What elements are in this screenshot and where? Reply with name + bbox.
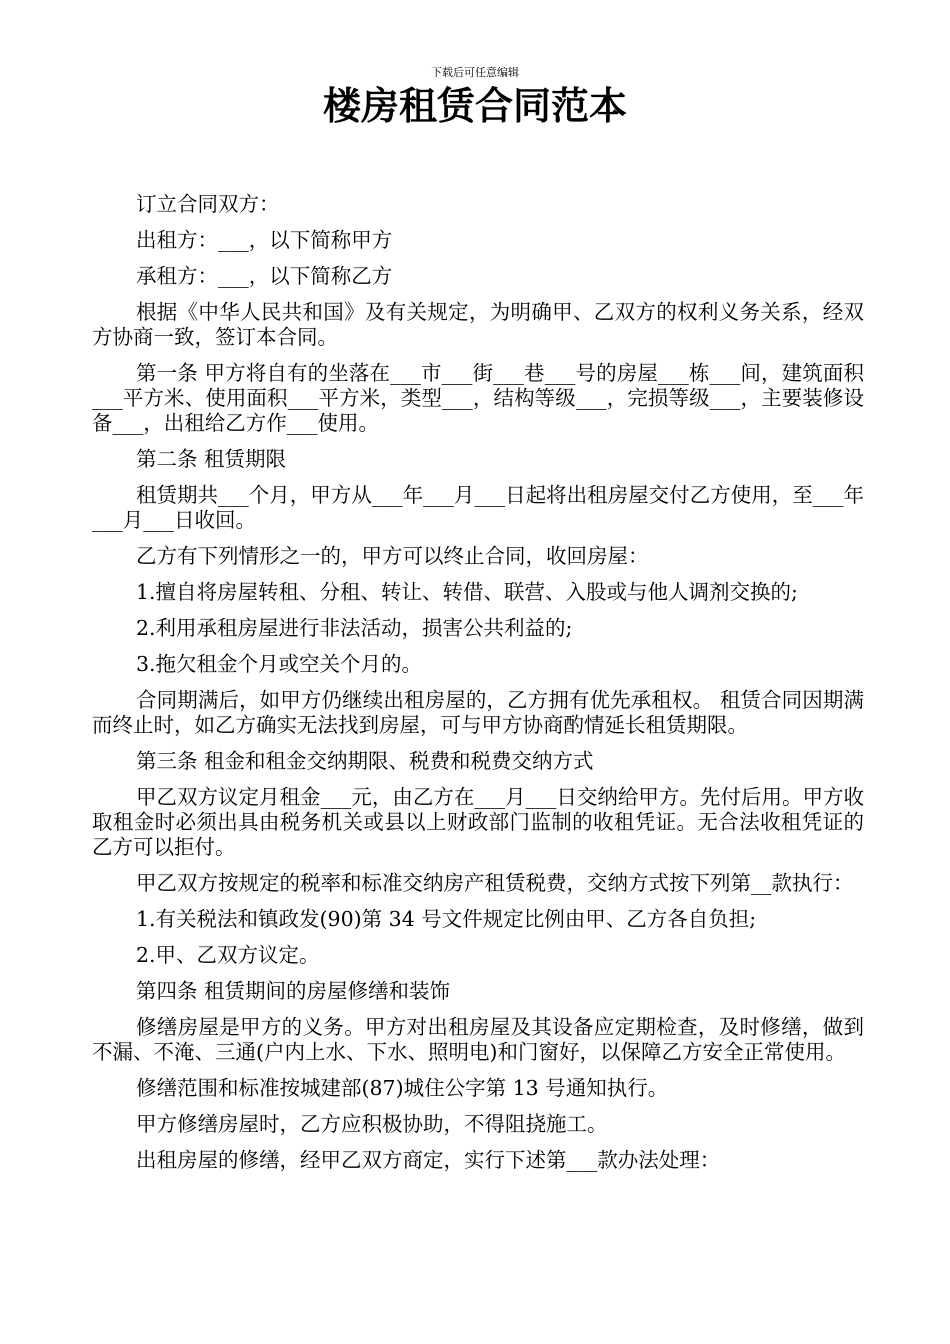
paragraph-repair-cooperation: 甲方修缮房屋时，乙方应积极协助，不得阻挠施工。	[136, 1112, 608, 1136]
paragraph-lessor: 出租方：___，以下简称甲方	[136, 228, 393, 252]
list-item-tax-2: 2.甲、乙双方议定。	[136, 943, 320, 967]
list-item-termination-2: 2.利用承租房屋进行非法活动，损害公共利益的;	[136, 616, 573, 640]
document-title: 楼房租赁合同范本	[322, 83, 627, 128]
list-item-termination-3: 3.拖欠租金个月或空关个月的。	[136, 652, 423, 676]
paragraph-article-1: 第一条 甲方将自有的坐落在___市___街___巷___号的房屋___栋___间，建筑面积___平方米、使用面积___平方米，类型___，结构等级___，完损等级___，主要装修设备___，出租给乙方作___使用。	[92, 361, 864, 435]
paragraph-repair-duty: 修缮房屋是甲方的义务。甲方对出租房屋及其设备应定期检查，及时修缮，做到不漏、不淹、三通(户内上水、下水、照明电)和门窗好，以保障乙方安全正常使用。	[92, 1015, 864, 1064]
list-item-tax-1: 1.有关税法和镇政发(90)第 34 号文件规定比例由甲、乙方各自负担;	[136, 907, 757, 931]
header-note: 下载后可任意编辑	[431, 66, 519, 79]
paragraph-tax: 甲乙双方按规定的税率和标准交纳房产租赁税费，交纳方式按下列第__款执行：	[136, 871, 854, 895]
paragraph-termination-intro: 乙方有下列情形之一的，甲方可以终止合同，收回房屋：	[136, 544, 649, 568]
paragraph-repair-method: 出租房屋的修缮，经甲乙双方商定，实行下述第___款办法处理：	[136, 1148, 721, 1172]
paragraph-repair-scope: 修缮范围和标准按城建部(87)城住公字第 13 号通知执行。	[136, 1076, 669, 1100]
paragraph-rent: 甲乙双方议定月租金___元，由乙方在___月___日交纳给甲方。先付后用。甲方收取租金时必须出具由税务机关或县以上财政部门监制的收租凭证。无合法收租凭证的乙方可以拒付。	[92, 785, 864, 859]
list-item-termination-1: 1.擅自将房屋转租、分租、转让、转借、联营、入股或与他人调剂交换的;	[136, 580, 798, 604]
paragraph-lessee: 承租方：___，以下简称乙方	[136, 264, 393, 288]
heading-article-2: 第二条 租赁期限	[136, 447, 287, 471]
paragraph-parties-intro: 订立合同双方：	[136, 192, 280, 216]
heading-article-3: 第三条 租金和租金交纳期限、税费和税费交纳方式	[136, 749, 594, 773]
paragraph-renewal: 合同期满后，如甲方仍继续出租房屋的，乙方拥有优先承租权。 租赁合同因期满而终止时，如乙方确实无法找到房屋，可与甲方协商酌情延长租赁期限。	[92, 688, 864, 737]
paragraph-preamble: 根据《中华人民共和国》及有关规定，为明确甲、乙双方的权利义务关系，经双方协商一致，签订本合同。	[92, 300, 864, 349]
heading-article-4: 第四条 租赁期间的房屋修缮和装饰	[136, 979, 451, 1003]
paragraph-lease-term: 租赁期共___个月，甲方从___年___月___日起将出租房屋交付乙方使用，至___年___月___日收回。	[92, 483, 864, 532]
contract-body	[92, 192, 864, 1184]
